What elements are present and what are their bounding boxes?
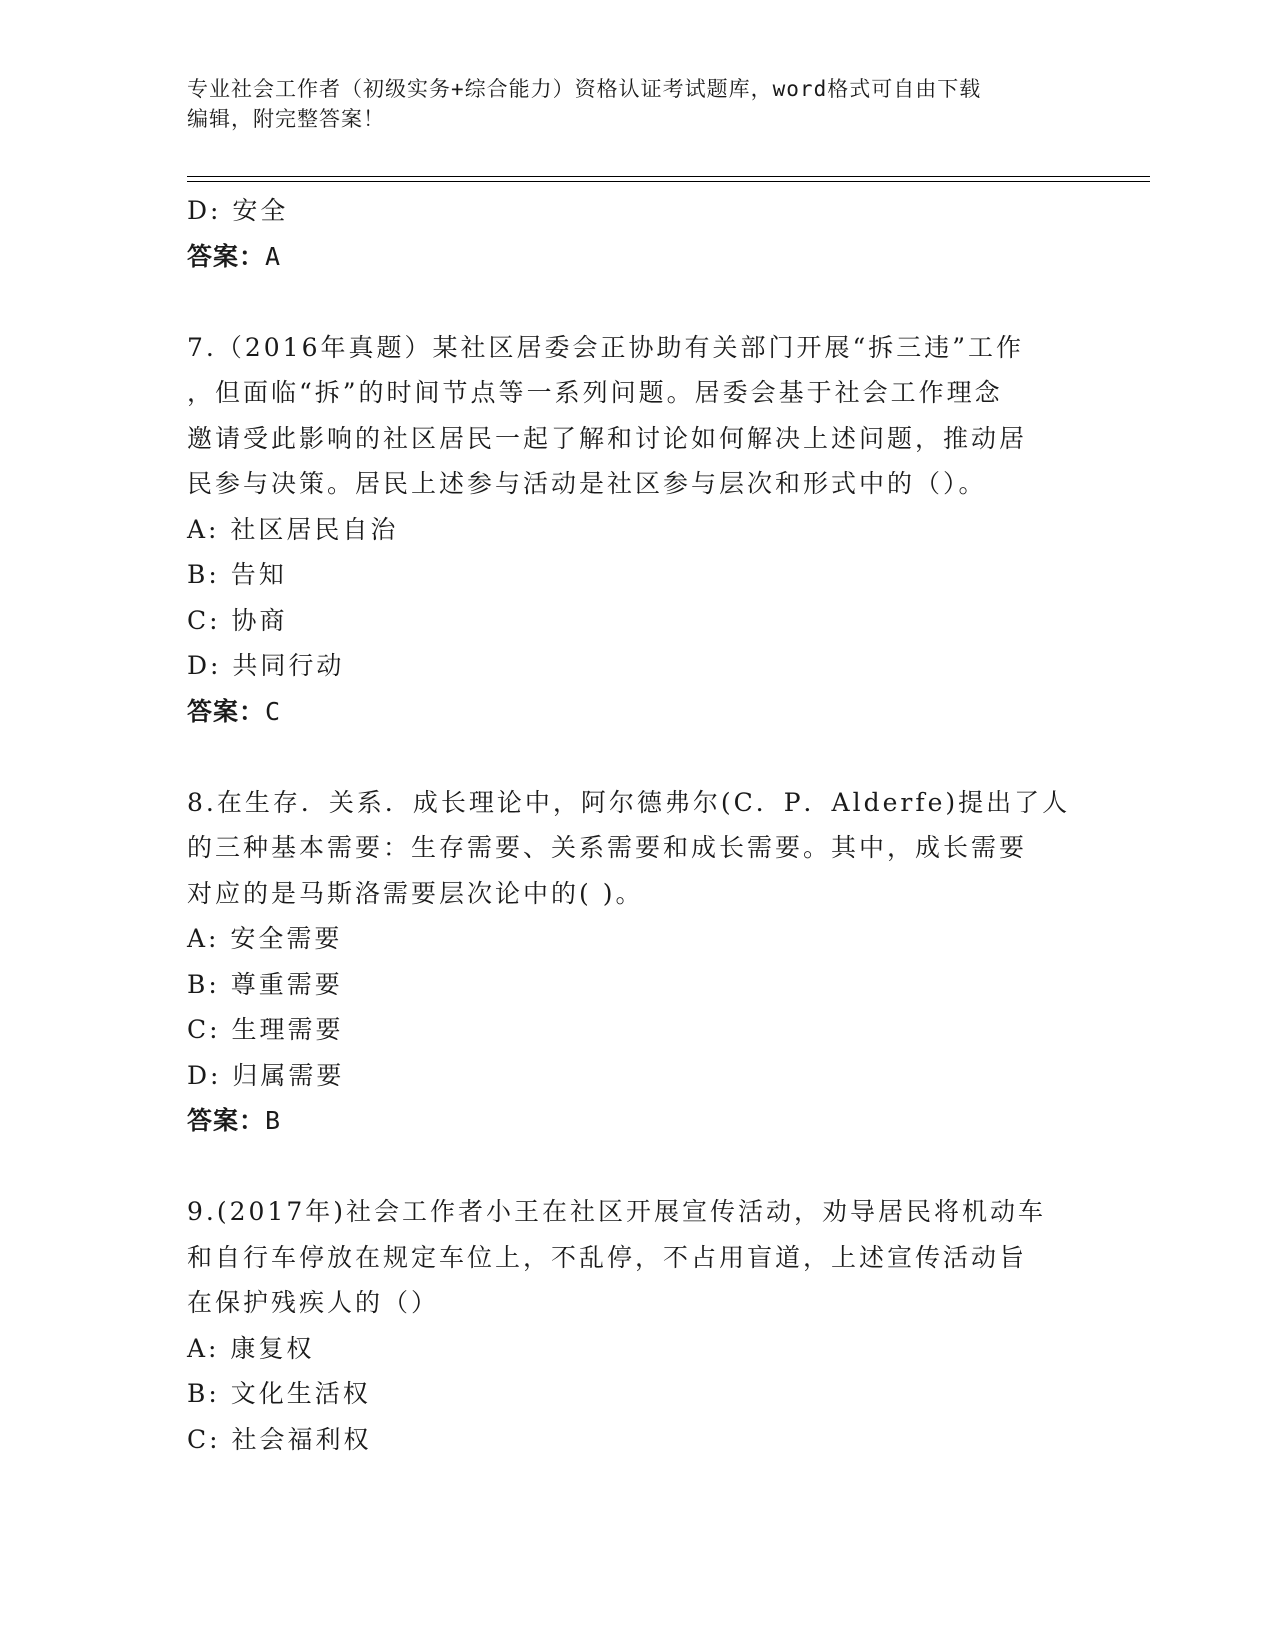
option-d: D: 共同行动 (187, 651, 345, 680)
answer-value: A (265, 241, 282, 271)
option-c: C: 社会福利权 (187, 1424, 372, 1454)
question-stem-line: 对应的是马斯洛需要层次论中的( )。 (187, 878, 644, 908)
answer-label: 答案： (187, 696, 266, 726)
question-8 (187, 780, 1087, 1144)
option-c: C: 生理需要 (187, 1015, 344, 1044)
question-stem-line: 9.(2017年)社会工作者小王在社区开展宣传活动，劝导居民将机动车 (187, 1197, 1046, 1226)
answer-value: C (265, 696, 282, 726)
question-stem-line: 民参与决策。居民上述参与活动是社区参与层次和形式中的（）。 (187, 469, 987, 498)
option-a: A: 安全需要 (187, 924, 343, 953)
answer-label: 答案： (187, 241, 266, 271)
question-content (187, 188, 1087, 1462)
option-b: B: 告知 (187, 560, 287, 589)
question-stem-line: ，但面临“拆”的时间节点等一系列问题。居委会基于社会工作理念 (187, 378, 1003, 407)
answer-line (187, 1098, 1087, 1144)
question-stem-line: 邀请受此影响的社区居民一起了解和讨论如何解决上述问题，推动居 (187, 423, 1028, 453)
answer-value: B (265, 1106, 282, 1135)
question-stem-line: 7.（2016年真题）某社区居委会正协助有关部门开展“拆三违”工作 (187, 332, 1025, 362)
answer-line (187, 689, 1087, 735)
option-a: A: 康复权 (187, 1333, 315, 1363)
question-9 (187, 1189, 1087, 1462)
header-divider-top (187, 176, 1150, 177)
spacer (187, 279, 1087, 325)
option-b: B: 尊重需要 (187, 969, 343, 999)
header-line-2: 编辑，附完整答案！ (187, 107, 385, 131)
question-stem-line: 8.在生存．关系．成长理论中，阿尔德弗尔(C．P．Alderfe)提出了人 (187, 787, 1071, 817)
answer-label: 答案： (187, 1106, 266, 1135)
option-c: C: 协商 (187, 605, 288, 635)
question-stem-line: 的三种基本需要：生存需要、关系需要和成长需要。其中，成长需要 (187, 833, 1028, 862)
header-line-1: 专业社会工作者（初级实务+综合能力）资格认证考试题库，word格式可自由下载 (187, 77, 982, 101)
option-a: A: 社区居民自治 (187, 514, 399, 544)
answer-line (187, 234, 1087, 280)
option-d: D: 安全 (187, 196, 289, 225)
spacer (187, 1144, 1087, 1190)
spacer (187, 734, 1087, 780)
question-stem-line: 在保护残疾人的（） (187, 1288, 440, 1317)
question-stem-line: 和自行车停放在规定车位上，不乱停，不占用盲道，上述宣传活动旨 (187, 1242, 1028, 1272)
option-b: B: 文化生活权 (187, 1379, 371, 1408)
option-d: D: 归属需要 (187, 1060, 345, 1090)
page-header (187, 74, 1087, 134)
question-7 (187, 325, 1087, 735)
header-divider-bottom (187, 181, 1150, 182)
